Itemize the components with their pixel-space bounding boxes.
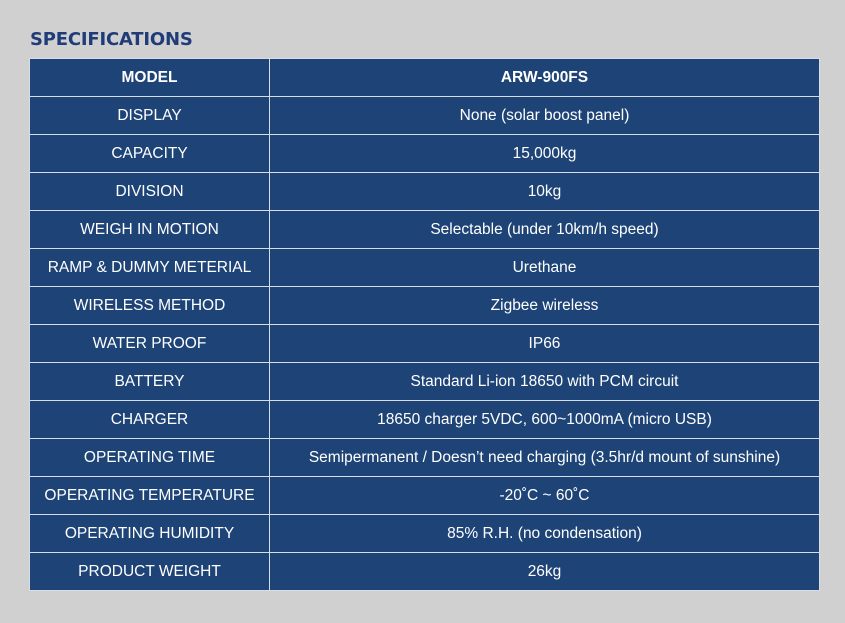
- page-title: SPECIFICATIONS: [30, 29, 193, 50]
- header-value-cell: ARW-900FS: [270, 59, 820, 97]
- table-row: [30, 325, 820, 363]
- table-row: [30, 287, 820, 325]
- table-row: [30, 477, 820, 515]
- spec-label-cell: DISPLAY: [30, 97, 270, 135]
- spec-value-cell: 85% R.H. (no condensation): [270, 515, 820, 553]
- table-row: [30, 553, 820, 591]
- spec-value-cell: 10kg: [270, 173, 820, 211]
- spec-label-cell: OPERATING TEMPERATURE: [30, 477, 270, 515]
- spec-label-cell: CAPACITY: [30, 135, 270, 173]
- table-row: [30, 401, 820, 439]
- spec-label-cell: OPERATING TIME: [30, 439, 270, 477]
- spec-value-cell: Standard Li-ion 18650 with PCM circuit: [270, 363, 820, 401]
- spec-value-cell: Zigbee wireless: [270, 287, 820, 325]
- spec-label-cell: CHARGER: [30, 401, 270, 439]
- spec-value-cell: -20˚C ~ 60˚C: [270, 477, 820, 515]
- table-row: [30, 249, 820, 287]
- table-row: [30, 211, 820, 249]
- specifications-table-body: [30, 59, 820, 591]
- spec-value-cell: 26kg: [270, 553, 820, 591]
- specifications-table: [29, 58, 820, 591]
- table-header-row: [30, 59, 820, 97]
- spec-label-cell: OPERATING HUMIDITY: [30, 515, 270, 553]
- table-row: [30, 97, 820, 135]
- spec-value-cell: 15,000kg: [270, 135, 820, 173]
- spec-value-cell: 18650 charger 5VDC, 600~1000mA (micro USB): [270, 401, 820, 439]
- table-row: [30, 515, 820, 553]
- spec-label-cell: BATTERY: [30, 363, 270, 401]
- table-row: [30, 363, 820, 401]
- spec-label-cell: WEIGH IN MOTION: [30, 211, 270, 249]
- spec-value-cell: Selectable (under 10km/h speed): [270, 211, 820, 249]
- spec-label-cell: PRODUCT WEIGHT: [30, 553, 270, 591]
- table-row: [30, 439, 820, 477]
- spec-value-cell: IP66: [270, 325, 820, 363]
- spec-label-cell: RAMP & DUMMY METERIAL: [30, 249, 270, 287]
- table-row: [30, 173, 820, 211]
- spec-value-cell: Urethane: [270, 249, 820, 287]
- spec-value-cell: Semipermanent / Doesn’t need charging (3.5hr/d mount of sunshine): [270, 439, 820, 477]
- spec-label-cell: WIRELESS METHOD: [30, 287, 270, 325]
- spec-label-cell: WATER PROOF: [30, 325, 270, 363]
- spec-value-cell: None (solar boost panel): [270, 97, 820, 135]
- table-row: [30, 135, 820, 173]
- spec-label-cell: DIVISION: [30, 173, 270, 211]
- header-label-cell: MODEL: [30, 59, 270, 97]
